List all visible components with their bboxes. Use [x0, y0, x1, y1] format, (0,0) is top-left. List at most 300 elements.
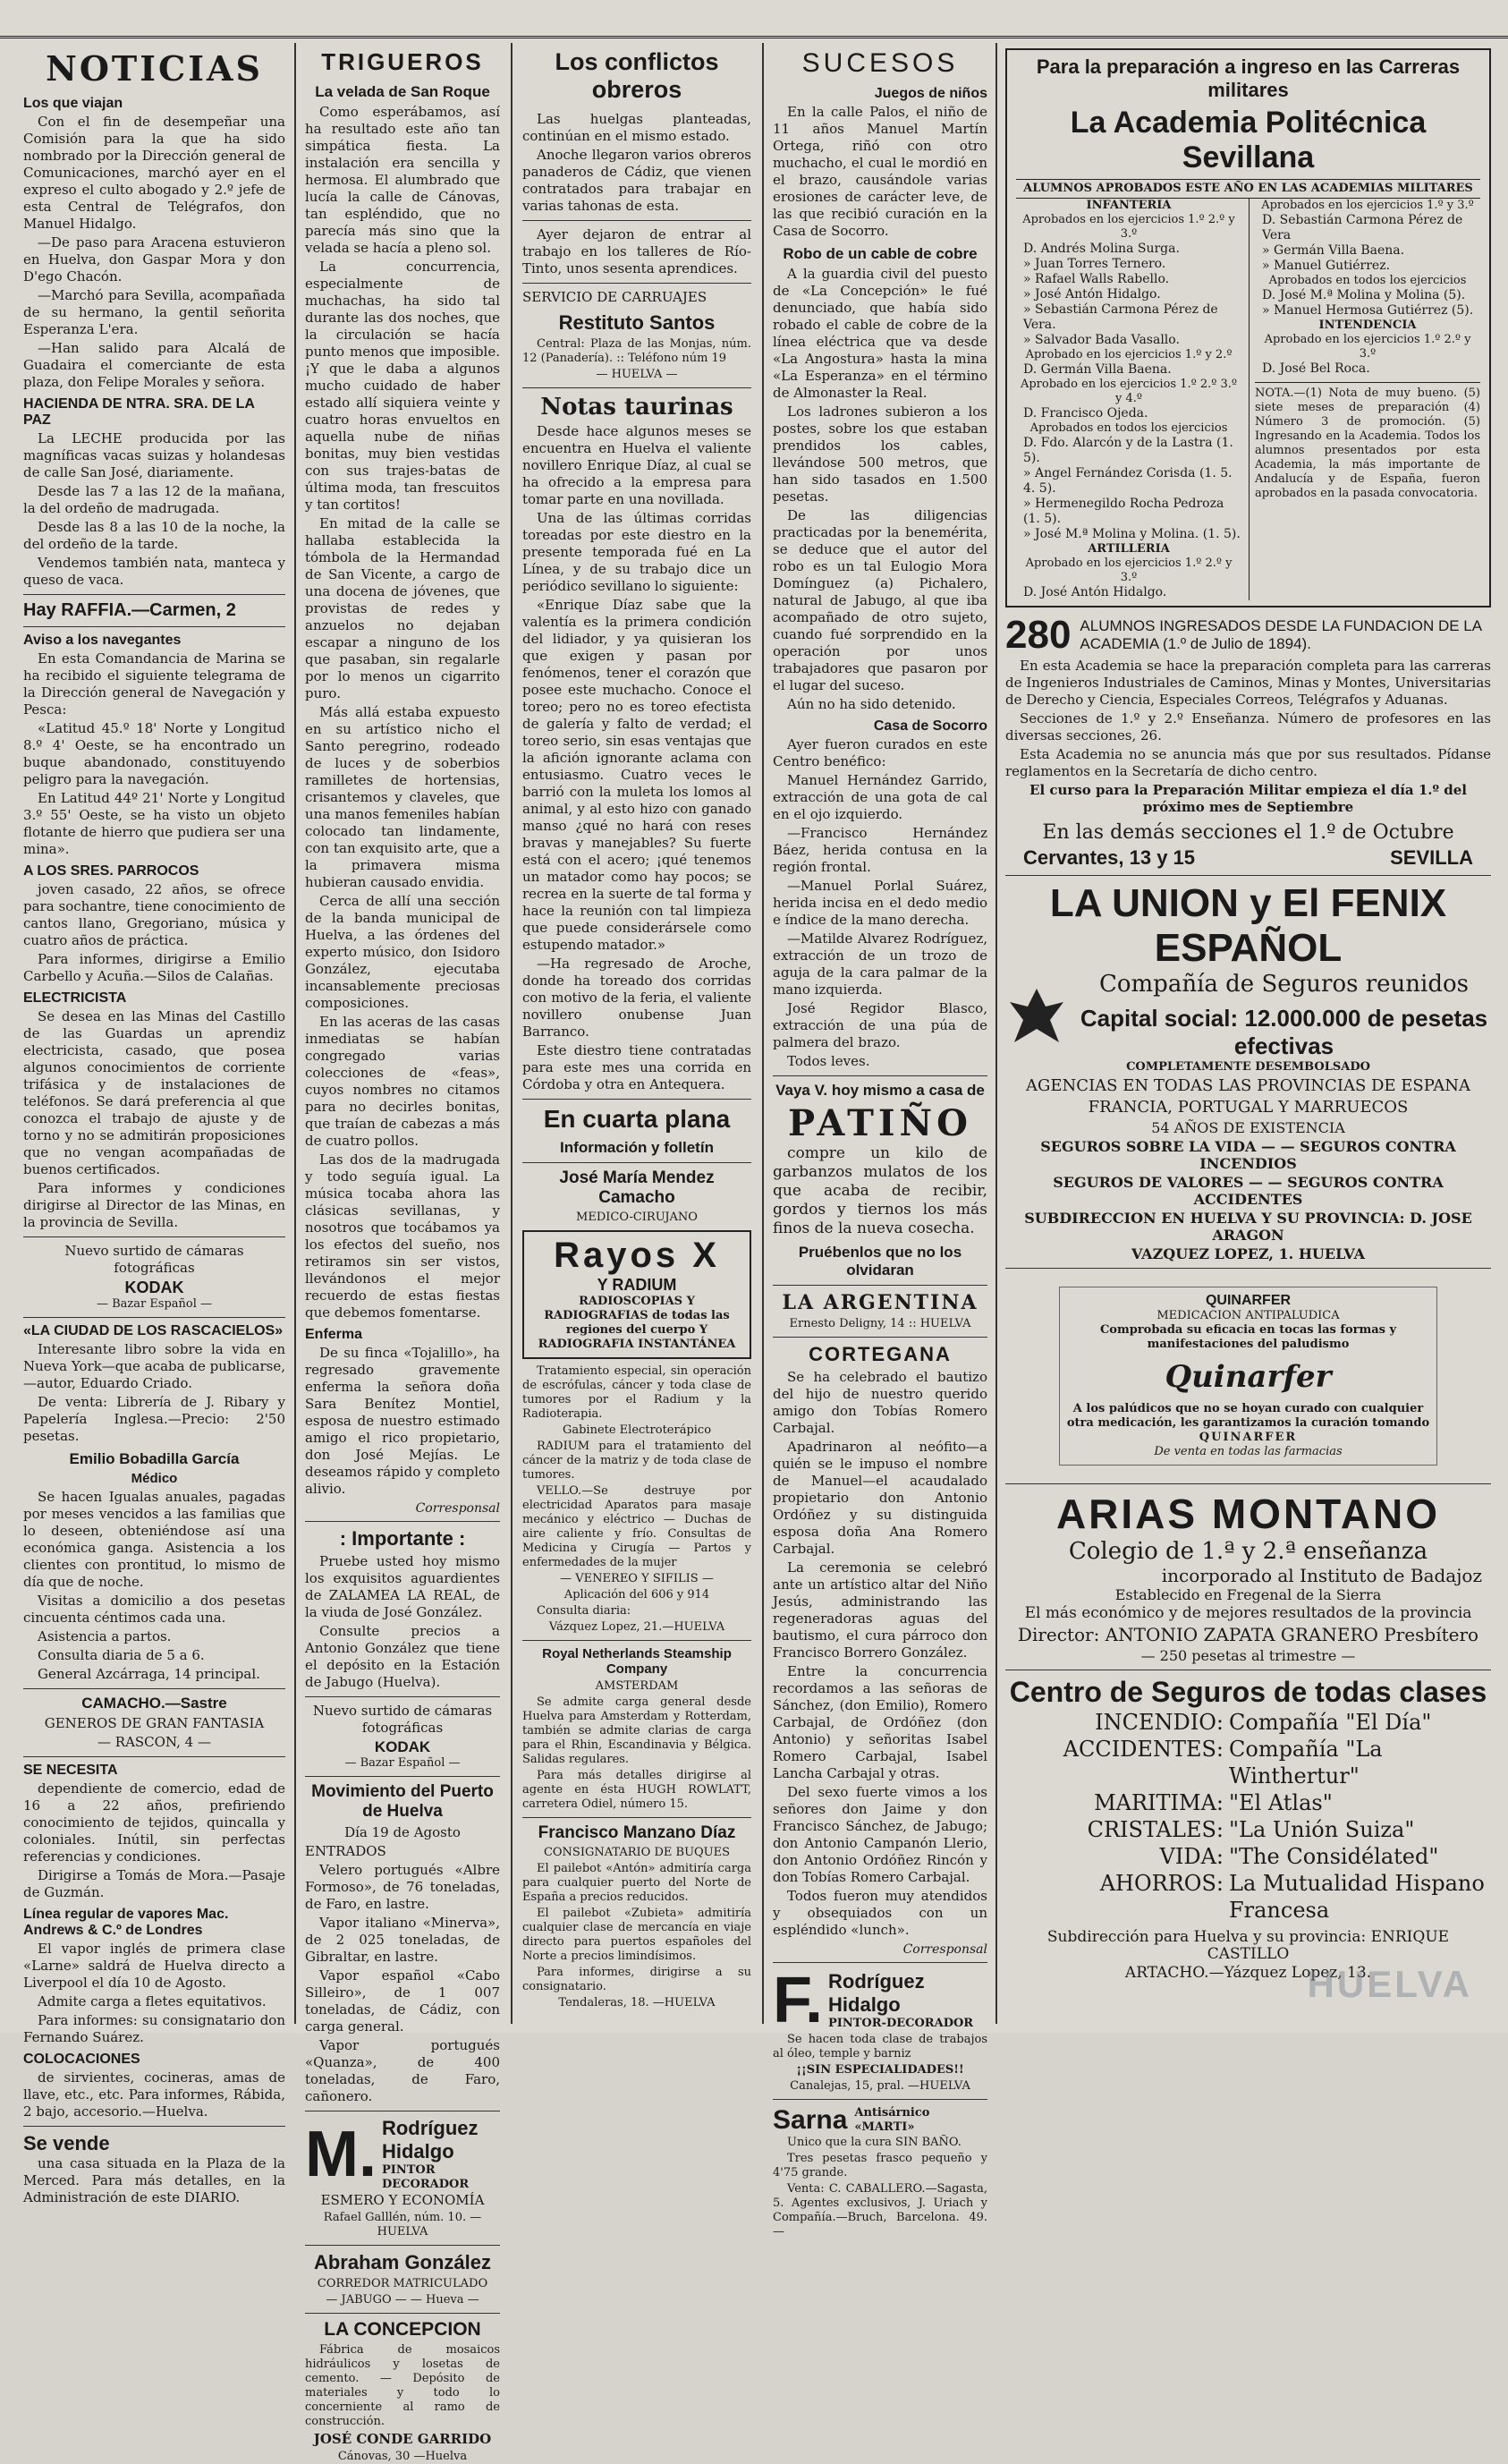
academia-count: [1005, 613, 1491, 658]
ad-name: Abraham González: [313, 2251, 492, 2273]
paragraph: El vapor inglés de primera clase «Larne» saldrá de Huelva directo a Liverpool el día 10 de Agosto.: [23, 1941, 285, 1991]
insurance-type: INCENDIO:: [1095, 1710, 1224, 1735]
paragraph: RADIUM para el tratamiento del cáncer de la matriz y de toda clase de tumores.: [522, 1440, 751, 1482]
paragraph: Dirigirse a Tomás de Mora.—Pasaje de Guzmán.: [23, 1867, 285, 1900]
list-item: » Manuel Hermosa Gutiérrez (5).: [1262, 303, 1474, 318]
top-rule: [0, 36, 1508, 38]
paragraph: En la calle Palos, el niño de 11 años Manuel Martín Ortega, riñó con otro muchacho, el cual le mordió en el brazo, causándole varias erosiones de carácter leve, de las que recibió curación en la Casa de Socorro.: [773, 104, 987, 239]
ad-name: Rodríguez Hidalgo: [828, 1970, 925, 2016]
ad-subtitle: ALUMNOS APROBADOS ESTE AÑO EN LAS ACADEMIAS MILITARES: [1016, 179, 1480, 199]
paragraph: Todos fueron muy atendidos y obsequiados con un espléndido «lunch».: [773, 1888, 987, 1938]
list-item: » Salvador Bada Vasallo.: [1023, 333, 1180, 347]
ad-name: LA UNION y El FENIX ESPAÑOL: [1049, 881, 1447, 970]
paragraph: Gabinete Electroterápico: [562, 1423, 712, 1437]
insurance-company: Compañía "El Día": [1229, 1710, 1432, 1735]
subheading: ENTRADOS: [305, 1843, 386, 1859]
paragraph: Anoche llegaron varios obreros panaderos de Cádiz, que vienen contratados para trabajar en varias tahonas de esta.: [522, 147, 751, 214]
ad-line: De venta en todas las farmacias: [1154, 1445, 1343, 1458]
ad-line: 54 AÑOS DE EXISTENCIA: [1151, 1119, 1345, 1136]
kodak-ad-brand: KODAK: [374, 1738, 431, 1755]
kodak-ad-store: — Bazar Español —: [96, 1297, 213, 1311]
paragraph: Se desea en las Minas del Castillo de las Guardas un aprendiz electricista, casado, que posea algunos conocimientos de corriente trifásica y de instalaciones de teléfonos. Se dará preferencia al que conozca el trabajo de ajuste y de torno y no se admitirán proposiciones que no vengan acompañadas de buenos certificados.: [23, 1008, 285, 1177]
paragraph: —Ha regresado de Aroche, donde ha toreado dos corridas con motivo de la feria, el valiente novillero onubense Juan Barranco.: [522, 956, 751, 1040]
count-text: ALUMNOS INGRESADOS DESDE LA FUNDACION DE LA ACADEMIA (1.º de Julio de 1894).: [1080, 617, 1482, 652]
paragraph: Visitas a domicilio a dos pesetas cincuenta céntimos cada una.: [23, 1593, 285, 1626]
heading: Médico: [131, 1471, 178, 1486]
heading: Notas taurinas: [540, 394, 733, 421]
paragraph: La concurrencia, especialmente de muchachas, ha sido tal durante las dos noches, que la circulación se hacía punto menos que imposible. ¡Y que le daba a algunos mucho cuidado de haber estado allí siquiera veinte y cuatro horas envueltos en aquella nube de niñas bonitas, muy bien vestidas con sus trajes-batas de última moda, tan frescuitos y tan cortitos!: [305, 259, 500, 513]
paragraph: A la guardia civil del puesto de «La Concepción» le fué denunciado, que había sido robado el cable de cobre de la línea eléctrica que va desde «La Angostura» hasta la mina «La Esperanza» en el término de Almonaster la Real.: [773, 266, 987, 401]
heading: ELECTRICISTA: [23, 990, 127, 1006]
rayos-x-ad: [522, 1230, 751, 1359]
ad-subtitle: Antisárnico «MARTI»: [854, 2106, 930, 2134]
divider: [23, 594, 285, 595]
ad-line: Director: ANTONIO ZAPATA GRANERO Presbítero: [1017, 1624, 1479, 1645]
ad-name: Francisco Manzano Díaz: [538, 1823, 736, 1842]
heading: Aviso a los navegantes: [23, 633, 182, 648]
paragraph: José Regidor Blasco, extracción de una púa de palmera del brazo.: [773, 1000, 987, 1050]
paragraph: Tres pesetas frasco pequeño y 4'75 grande.: [773, 2152, 987, 2179]
list-item: » José Antón Hidalgo.: [1023, 287, 1161, 302]
paragraph: Aplicación del 606 y 914: [563, 1588, 710, 1602]
results-footnote: NOTA.—(1) Nota de muy bueno. (5) siete meses de preparación (4) Número 3 de promoción. (5) Ingresando en la Academia. Todos los alumnos presentados por esta Academia, la más importante de Andalucía y de España, fueron aprobados en la pasada convocatoria.: [1255, 382, 1480, 501]
ad-address: Rafael Galllén, núm. 10. —HUELVA: [323, 2211, 482, 2239]
insurance-company: "El Atlas": [1229, 1790, 1333, 1815]
camacho-ad-line: GENEROS DE GRAN FANTASIA: [44, 1715, 265, 1731]
paragraph: ¡¡SIN ESPECIALIDADES!!: [796, 2063, 964, 2077]
paragraph: Consulta diaria de 5 a 6.: [38, 1647, 205, 1663]
paragraph: joven casado, 22 años, se ofrece para sochantre, tiene conocimiento de cantos llano, Gregoriano, música y cuatro años de práctica.: [23, 881, 285, 948]
paragraph: —Francisco Hernández Báez, herida contusa en la región frontal.: [773, 825, 987, 875]
divider: [773, 1075, 987, 1076]
branch-heading: INTENDENCIA: [1318, 319, 1417, 332]
ad-subtitle: Colegio de 1.ª y 2.ª enseñanza: [1068, 1538, 1428, 1565]
heading: HACIENDA DE NTRA. SRA. DE LA PAZ: [23, 396, 255, 428]
insurance-type: MARITIMA:: [1094, 1790, 1224, 1815]
section-title-noticias: NOTICIAS: [46, 48, 263, 89]
insurance-type: AHORROS:: [1099, 1871, 1224, 1896]
ad-line: Establecido en Fregenal de la Sierra: [1114, 1586, 1382, 1603]
paragraph: De las diligencias practicadas por la benemérita, se deduce que el autor del robo es un tal Eulogio Mora Domínguez (a) Pichalero, natural de Jabugo, al que iba acompañado de otro sujeto, cuando fué sorprendido en la operación por unos trabajadores que pasaron por el lugar del suceso.: [773, 507, 987, 693]
fenix-ad: [1005, 971, 1491, 1060]
heading: En cuarta plana: [543, 1105, 731, 1133]
branch-heading: ARTILLERIA: [1088, 542, 1170, 556]
results-note: Aprobados en todos los ejercicios: [1029, 421, 1228, 435]
insurance-company: La Mutualidad Hispano Francesa: [1229, 1871, 1485, 1923]
divider: [23, 1317, 285, 1318]
rodriguez-hidalgo-ad: [305, 2117, 500, 2192]
paragraph: Se hacen Igualas anuales, pagadas por meses vencidos a las familias que lo deseen, obteniéndose así una económica ganga. Asistencia a los clientes con prontitud, lo mismo de día que de noche.: [23, 1489, 285, 1590]
column-ads: [1000, 43, 1496, 2024]
ad-address: ARTACHO.—Yázquez Lopez, 13.: [1124, 1964, 1372, 1982]
paragraph: Aún no ha sido detenido.: [787, 696, 956, 712]
phoenix-emblem-icon: [1005, 980, 1068, 1051]
paragraph: Se hacen toda clase de trabajos al óleo, temple y barniz: [773, 2033, 987, 2060]
divider: [522, 220, 751, 221]
ad-line: Vaya V. hoy mismo a casa de: [775, 1082, 985, 1099]
paragraph: Se ha celebrado el bautizo del hijo de nuestro querido amigo don Tobías Romero Carbajal.: [773, 1369, 987, 1436]
paragraph: Este diestro tiene contratadas para este mes una corrida en Córdoba y otra en Antequera.: [522, 1042, 751, 1092]
paragraph: Se admite carga general desde Huelva para Amsterdam y Rotterdam, también se admite clarias de carga para el Rhin, Escandinavia y Bélgica. Salidas regulares.: [522, 1695, 751, 1766]
paragraph: —Marchó para Sevilla, acompañada de su hermano, la gentil señorita Esperanza L'era.: [23, 287, 285, 337]
paragraph: Consulta diaria:: [537, 1604, 631, 1618]
divider: [305, 2245, 500, 2246]
paragraph: «Enrique Díaz sabe que la valentía es la primera condición del lidiador, y ya quisieran los que exigen y pasan por fenómenos, tener el corazón que posee este muchacho. Conoce el toreo; pero no es toreo efectista de galería y falto de verdad; el toreo serio, sin esas ventajas que la afición ignorante aclama con entusiasmo. Cuatro veces le barrió con la muleta los lomos al animal, y al esto hizo con ganado manso ¿qué no hará con reses bravas y manejables? Su fuerte está con el acero; ¡qué tenemos un matador como hay pocos; se recrea en la suerte de tal forma y hace la reunión con tal limpieza que puede considerársele como estupendo matador.»: [522, 597, 751, 953]
byline: Corresponsal: [902, 1942, 987, 1957]
ad-address: Cánovas, 30 —Huelva: [337, 2450, 468, 2463]
ad-address: Ernesto Deligny, 14 :: HUELVA: [789, 1317, 971, 1330]
paragraph: Con el fin de desempeñar una Comisión para la que ha sido nombrado por la Dirección general de Comunicaciones, marchó ayer en el expreso el culto abogado y 2.º jefe de esta Central de Telégrafos, don Manuel Hidalgo.: [23, 114, 285, 232]
paragraph: Los ladrones subieron a los postes, sobre los que estaban prendidos los cables, llevándose 500 metros, que han sido tasados en 1.500 pesetas.: [773, 404, 987, 505]
heading: Línea regular de vapores Mac. Andrews & C.º de Londres: [23, 1907, 229, 1938]
divider: [23, 1236, 285, 1237]
paragraph: Desde hace algunos meses se encuentra en Huelva el valiente novillero Enrique Díaz, al cual se ha ofrecido a la empresa para tomar parte en una novillada.: [522, 423, 751, 507]
results-note: Aprobado en los ejercicios 1.º 2.º y 3.º: [1264, 333, 1471, 361]
list-item: D. Francisco Ojeda.: [1023, 406, 1148, 421]
paragraph: Cerca de allí una sección de la banda municipal de Huelva, a las órdenes del experto músico, don Isidoro González, ejecutaba incansablemente preciosas composiciones.: [305, 893, 500, 1011]
ad-address: — JABUGO — — Hueva —: [326, 2293, 479, 2307]
paragraph: Todos leves.: [787, 1053, 870, 1069]
divider: [305, 2313, 500, 2314]
paragraph: Para informes y condiciones dirigirse al Director de las Minas, en la provincia de Sevilla.: [23, 1180, 285, 1230]
ad-line: El más económico y de mejores resultados de la provincia: [1024, 1604, 1472, 1622]
paragraph: En mitad de la calle se hallaba establecida la tómbola de la Hermandad de San Vicente, a cargo de una docena de jóvenes, que provistas de redes y anzuelos no dejaban escapar a ninguno de los que pasaban, sin regalarle por lo menos un cigarrito puro.: [305, 515, 500, 701]
section-title-conflictos: Los conflictos obreros: [555, 48, 719, 103]
list-item: D. Sebastián Carmona Pérez de Vera: [1262, 213, 1463, 242]
ad-initial: M.: [305, 2119, 377, 2190]
date-line: Día 19 de Agosto: [344, 1824, 461, 1840]
ad-address: Tendaleras, 18. —HUELVA: [558, 1996, 716, 2009]
paragraph: El curso para la Preparación Militar empieza el día 1.º del próximo mes de Septiembre: [1029, 782, 1467, 815]
ad-line: COMPLETAMENTE DESEMBOLSADO: [1126, 1060, 1370, 1074]
ad-name: La Academia Politécnica Sevillana: [1070, 106, 1427, 174]
list-item: » Hermenegildo Rocha Pedroza (1. 5).: [1023, 497, 1224, 526]
paragraph: Ayer dejaron de entrar al trabajo en los talleres de Río-Tinto, unos sesenta aprendices.: [522, 226, 751, 276]
list-item: D. José Bel Roca.: [1262, 361, 1370, 376]
paragraph: Las dos de la madrugada y todo seguía igual. La música tocaba ahora las clásicas sevillanas, y nosotros que tocábamos ya los efectos del sueño, nos retiramos sin ser vistos, llevándonos el mejor recuerdo de estas fiestas que debemos fomentarse.: [305, 1151, 500, 1321]
ad-subtitle: AMSTERDAM: [595, 1679, 679, 1693]
divider: [1005, 1483, 1491, 1484]
paragraph: Desde las 7 a las 12 de la mañana, la del ordeño de madrugada.: [23, 483, 285, 516]
ad-line: SEGUROS DE VALORES — — SEGUROS CONTRA ACCIDENTES: [1053, 1174, 1444, 1208]
ad-name: QUINARFER: [1199, 1431, 1298, 1444]
heading: Juegos de niños: [874, 86, 987, 101]
raffia-ad: Hay RAFFIA.—Carmen, 2: [23, 600, 236, 620]
divider: [305, 1521, 500, 1522]
paragraph: — VENEREO Y SIFILIS —: [560, 1572, 714, 1585]
paragraph: Tratamiento especial, sin operación de escrófulas, cáncer y toda clase de tumores por el Radium y la Radioterapia.: [522, 1364, 751, 1421]
ad-name: Centro de Seguros de todas clases: [1009, 1676, 1487, 1708]
ad-name: Rodríguez Hidalgo: [381, 2117, 479, 2162]
paragraph: Unico que la cura SIN BAÑO.: [787, 2136, 962, 2149]
subheading: Información y folletín: [560, 1139, 714, 1156]
ad-line: — 250 pesetas al trimestre —: [1140, 1647, 1356, 1664]
paragraph: una casa situada en la Plaza de la Merced. Para más detalles, en la Administración de este DIARIO.: [23, 2155, 285, 2205]
column-conflictos: [517, 43, 757, 2024]
ad-line: FRANCIA, PORTUGAL Y MARRUECOS: [1088, 1098, 1409, 1117]
paragraph: Ayer fueron curados en este Centro benéfico:: [773, 736, 987, 769]
results-note: Aprobados en los ejercicios 1.º 2.º y 3.º: [1022, 213, 1235, 241]
section-title-sucesos: SUCESOS: [801, 48, 959, 78]
divider: [1005, 875, 1491, 876]
insurance-company: "La Unión Suiza": [1229, 1817, 1415, 1842]
column-trigueros: [300, 43, 505, 2463]
camacho-ad-address: — RASCON, 4 —: [97, 1734, 211, 1750]
divider: [773, 1285, 987, 1286]
paragraph: La ceremonia se celebró ante un artístico altar del Niño Jesús, administrando las regeneradoras aguas del bautismo, el cura párroco don Francisco Borrero González.: [773, 1559, 987, 1661]
list-item: D. Germán Villa Baena.: [1023, 362, 1172, 377]
ad-name: QUINARFER: [1205, 1293, 1292, 1308]
ad-title-2: Y RADIUM: [597, 1276, 677, 1294]
ad-address: VAZQUEZ LOPEZ, 1. HUELVA: [1131, 1245, 1366, 1262]
list-item: » Juan Torres Ternero.: [1023, 257, 1166, 271]
list-item: » Rafael Walls Rabello.: [1023, 272, 1170, 286]
list-item: » Angel Fernández Corisda (1. 5. 4. 5).: [1023, 466, 1233, 496]
results-table: [1016, 199, 1480, 600]
kodak-ad-line: Nuevo surtido de cámaras fotográficas: [312, 1703, 493, 1736]
paragraph: En esta Academia se hace la preparación completa para las carreras de Ingenieros Industriales de Caminos, Minas y Montes, Universitarias de Derecho y Ciencia, Especiales Correos, Telégrafos y Aduanas.: [1005, 658, 1491, 708]
kodak-ad-brand: KODAK: [124, 1279, 184, 1296]
ad-name: Restituto Santos: [558, 311, 716, 334]
paragraph: —Manuel Porlal Suárez, herida incisa en el dedo medio e índice de la mano derecha.: [773, 878, 987, 928]
paragraph: dependiente de comercio, edad de 16 a 22 años, prefiriendo conocimiento de tejidos, quincalla y coloniales. Inútil, sin perfectas referencias y condiciones.: [23, 1780, 285, 1865]
divider: [522, 1817, 751, 1818]
ad-name: Quinarfer: [1165, 1359, 1332, 1395]
paragraph: Entre la concurrencia recordamos a las señoras de Sánchez, (don Emilio), Romero Carbajal, de Ordóñez (don Antonio) y señoritas Isabel Romero Carbajal, Isabel Lancha Carbajal y otras.: [773, 1663, 987, 1781]
archive-watermark: HUELVA: [1307, 1963, 1472, 2005]
divider: [773, 2099, 987, 2100]
ad-city: SEVILLA: [1390, 846, 1473, 869]
ad-line: AGENCIAS EN TODAS LAS PROVINCIAS DE ESPANA: [1026, 1076, 1470, 1095]
paragraph: Venta: C. CABALLERO.—Sagasta, 5. Agentes exclusivos, J. Uriach y Compañía.—Bruch, Barcelona. 49.—: [773, 2182, 987, 2239]
insurance-list: [1005, 1709, 1491, 1924]
divider: [23, 1688, 285, 1689]
paragraph: Vendemos también nata, manteca y queso de vaca.: [23, 555, 285, 588]
paragraph: VELLO.—Se destruye por electricidad Aparatos para masaje mecánico y eléctrico — Duchas de aire caliente y frío. Consultas de Medicina y Cirugía — Partos y enfermedades de la mujer: [522, 1484, 751, 1569]
paragraph: —Han salido para Alcalá de Guadaira el comerciante de esta plaza, don Felipe Morales y señora.: [23, 340, 285, 390]
paragraph: En las demás secciones el 1.º de Octubre: [1042, 821, 1454, 844]
kodak-ad-line: Nuevo surtido de cámaras fotográficas: [64, 1243, 244, 1276]
heading: Emilio Bobadilla García: [69, 1450, 240, 1467]
list-item: D. José M.ª Molina y Molina (5).: [1262, 288, 1466, 302]
section-title-trigueros: TRIGUEROS: [321, 48, 484, 75]
paragraph: Manuel Hernández Garrido, extracción de una gota de cal en el ojo izquierdo.: [773, 772, 987, 822]
sarna-ad: [773, 2105, 987, 2136]
heading: Se vende: [23, 2132, 110, 2154]
heading: La velada de San Roque: [315, 83, 490, 100]
divider: [23, 2126, 285, 2127]
paragraph: Vapor portugués «Quanza», de 400 toneladas, de Faro, cañonero.: [305, 2037, 500, 2104]
list-item: » Sebastián Carmona Pérez de Vera.: [1023, 302, 1218, 332]
paragraph: Desde las 8 a las 10 de la noche, la del ordeño de la tarde.: [23, 519, 285, 552]
divider: [522, 387, 751, 388]
divider: [522, 283, 751, 284]
ad-line: Para la preparación a ingreso en las Carreras militares: [1036, 55, 1461, 101]
heading: CORTEGANA: [809, 1343, 952, 1365]
ad-subtitle: PINTOR-DECORADOR: [828, 2017, 974, 2030]
insurance-company: "The Considélated": [1229, 1844, 1439, 1869]
paragraph: El pailebot «Antón» admitiría carga para cualquier puerto del Norte de España a precios reducidos.: [522, 1862, 751, 1904]
ad-name: ARIAS MONTANO: [1055, 1491, 1441, 1537]
list-item: D. Andrés Molina Surga.: [1023, 242, 1180, 256]
divider: [1005, 1268, 1491, 1269]
f-rodriguez-hidalgo-ad: [773, 1965, 987, 2036]
paragraph: En las aceras de las casas inmediatas se habían congregado varias colecciones de «feas», cuyos nombres no citamos para no decirles bonitas, que traían de cabezas a más de cuatro pollos.: [305, 1014, 500, 1149]
ad-line: Pruébenlos que no los olvidaran: [798, 1244, 962, 1279]
insurance-type: ACCIDENTES:: [1063, 1737, 1224, 1762]
ad-subtitle: MEDICACION ANTIPALUDICA: [1156, 1309, 1340, 1322]
paragraph: Para más detalles dirigirse al agente en ésta HUGH ROWLATT, carretera Odiel, número 15.: [522, 1769, 751, 1811]
heading: A LOS SRES. PARROCOS: [23, 863, 199, 879]
results-note: Aprobado en los ejercicios 1.º 2.º y 3.º: [1025, 557, 1233, 584]
ad-subtitle: RADIOSCOPIAS Y RADIOGRAFIAS de todas las regiones del cuerpo Y RADIOGRAFIA INSTANTÁNEA: [538, 1295, 736, 1351]
list-item: » José M.ª Molina y Molina. (1. 5).: [1023, 527, 1241, 541]
ad-line: SERVICIO DE CARRUAJES: [522, 289, 707, 305]
paragraph: De su finca «Tojalillo», ha regresado gravemente enferma la señora doña Sara Benítez Montiel, esposa de nuestro estimado amigo el rico propietario, don José Mejías. Le deseamos rápido y completo alivio.: [305, 1345, 500, 1497]
ad-name: PATIÑO: [788, 1102, 972, 1144]
list-item: » Manuel Gutiérrez.: [1262, 259, 1391, 273]
divider: [305, 1776, 500, 1777]
heading: Casa de Socorro: [873, 718, 987, 734]
divider: [522, 1099, 751, 1100]
paragraph: Esta Academia no se anuncia más que por sus resultados. Pídanse reglamentos en la Secretaría de dicho centro.: [1005, 746, 1491, 779]
paragraph: El pailebot «Zubieta» admitiría cualquier clase de mercancía en viaje directo para puertos españoles del Norte a precios limindísimos.: [522, 1907, 751, 1963]
paragraph: Pruebe usted hoy mismo los exquisitos aguardientes de ZALAMEA LA REAL, de la viuda de José González.: [305, 1553, 500, 1620]
paragraph: Interesante libro sobre la vida en Nueva York—que acaba de publicarse,—autor, Eduardo Criado.: [23, 1341, 285, 1391]
ad-initial: F.: [773, 1965, 824, 2036]
divider: [773, 1962, 987, 1963]
ad-subtitle: MEDICO-CIRUJANO: [576, 1211, 698, 1224]
results-note: Aprobados en todos los ejercicios: [1268, 274, 1467, 287]
ad-line: Subdirección para Huelva y su provincia: ENRIQUE CASTILLO: [1046, 1928, 1450, 1963]
paragraph: De venta: Librería de J. Ribary y Papelería Inglesa.—Precio: 2'50 pesetas.: [23, 1394, 285, 1444]
heading: : Importante :: [339, 1527, 466, 1550]
results-note: Aprobado en los ejercicios 1.º 2.º 3.º y 4.º: [1020, 378, 1238, 405]
paragraph: General Azcárraga, 14 principal.: [38, 1666, 260, 1682]
results-right: [1249, 199, 1480, 600]
ad-line: SEGUROS SOBRE LA VIDA — — SEGUROS CONTRA INCENDIOS: [1040, 1138, 1456, 1172]
paragraph: Para informes, dirigirse a Emilio Carbello y Acuña.—Silos de Calañas.: [23, 951, 285, 984]
camacho-ad-title: CAMACHO.—Sastre: [81, 1695, 227, 1712]
paragraph: —Matilde Alvarez Rodríguez, extracción de un trozo de aguja de la cara palmar de la mano izquierda.: [773, 930, 987, 998]
academia-address: [1005, 846, 1491, 870]
divider: [305, 1696, 500, 1697]
academia-ad: [1005, 48, 1491, 608]
byline: Corresponsal: [415, 1501, 500, 1516]
paragraph: En Latitud 44º 21' Norte y Longitud 3.º 55' Oeste, se ha visto un objeto flotante de hierro que pudiera ser una mina».: [23, 790, 285, 857]
list-item: D. Fdo. Alarcón y de la Lastra (1. 5).: [1023, 436, 1233, 465]
ad-line: SUBDIRECCION EN HUELVA Y SU PROVINCIA: D. JOSE ARAGON: [1024, 1210, 1472, 1244]
column-divider: [511, 43, 513, 2024]
ad-subtitle: PINTOR DECORADOR: [381, 2163, 470, 2191]
heading: SE NECESITA: [23, 1763, 118, 1778]
heading: Los que viajan: [23, 96, 123, 111]
paragraph: Asistencia a partos.: [38, 1628, 172, 1644]
ad-address: Central: Plaza de las Monjas, núm. 12 (Panadería). :: Teléfono núm 19: [522, 337, 751, 365]
column-noticias: [18, 43, 291, 2205]
ad-name: JOSÉ CONDE GARRIDO: [313, 2431, 492, 2447]
kodak-ad-store: — Bazar Español —: [344, 1756, 461, 1770]
paragraph: Admite carga a fletes equitativos.: [38, 1993, 267, 2009]
insurance-type: VIDA:: [1159, 1844, 1224, 1869]
paragraph: Secciones de 1.º y 2.º Enseñanza. Número de profesores en las diversas secciones, 26.: [1005, 710, 1491, 743]
heading: COLOCACIONES: [23, 2052, 140, 2067]
ad-city: — HUELVA —: [596, 368, 678, 381]
branch-heading: INFANTERIA: [1086, 199, 1172, 212]
insurance-company: Compañía "La Winthertur": [1229, 1737, 1383, 1789]
column-sucesos: [767, 43, 993, 2239]
ad-line: A los palúdicos que no se hoyan curado con cualquier otra medicación, les garantizamos la curación tomando: [1066, 1402, 1430, 1430]
paragraph: —De paso para Aracena estuvieron en Huelva, don Gaspar Mora y don D'ego Chacón.: [23, 234, 285, 285]
paragraph: compre un kilo de garbanzos mulatos de los que acaba de recibir, gordos y tiernos los más finos de la nueva cosecha.: [773, 1144, 987, 1237]
paragraph: Vapor español «Cabo Silleiro», de 1 007 toneladas, de Cádiz, con carga general.: [305, 1967, 500, 2035]
ad-line: Capital social: 12.000.000 de pesetas efectivas: [1080, 1005, 1488, 1059]
paragraph: La LECHE producida por las magníficas vacas suizas y holandesas de calle San José, diariamente.: [23, 430, 285, 480]
paragraph: Vapor italiano «Minerva», de 2 025 toneladas, de Gibraltar, en lastre.: [305, 1915, 500, 1965]
divider: [522, 1162, 751, 1163]
paragraph: Apadrinaron al neófito—a quién se le impuso el nombre de Manuel—el acaudalado propietario don Antonio Ordóñez y su distinguida esposa doña Ana Romero Carbajal.: [773, 1439, 987, 1557]
heading: Robo de un cable de cobre: [783, 245, 978, 262]
list-item: D. José Antón Hidalgo.: [1023, 585, 1167, 599]
divider: [773, 1337, 987, 1338]
quinarfer-ad: [1059, 1287, 1437, 1466]
ad-subtitle: CORREDOR MATRICULADO: [317, 2277, 488, 2290]
paragraph: Del sexo fuerte vimos a los señores don Jaime y don Francisco Sánchez, de Jabugo; don Antonio Campanón Llerio, don Antonio Ordóñez Rincón y don Tobías Romero Carbajal.: [773, 1784, 987, 1885]
paragraph: Consulte precios a Antonio González que tiene el depósito en la Estación de Jabugo (Huelva).: [305, 1623, 500, 1690]
divider: [522, 1640, 751, 1641]
paragraph: Para informes, dirigirse a su consignatario.: [522, 1966, 751, 1993]
count-number: 280: [1005, 613, 1072, 657]
paragraph: «Latitud 45.º 18' Norte y Longitud 8.º 4' Oeste, se ha encontrado un buque abandonado, constituyendo peligro para la navegación.: [23, 720, 285, 787]
column-divider: [294, 43, 296, 2024]
ad-address: Canalejas, 15, pral. —HUELVA: [790, 2079, 970, 2093]
ad-address: Vázquez Lopez, 21.—HUELVA: [548, 1620, 725, 1634]
paragraph: de sirvientes, cocineras, amas de llave, etc., etc. Para informes, Rábida, 2 bajo, accesorio.—Huelva.: [23, 2069, 285, 2120]
paragraph: Velero portugués «Albre Formoso», de 76 toneladas, de Faro, en lastre.: [305, 1862, 500, 1912]
results-note: Aprobados en los ejercicios 1.º y 3.º: [1261, 199, 1474, 212]
insurance-type: CRISTALES:: [1087, 1817, 1224, 1842]
ad-line: Comprobada su eficacia en tocas las formas y manifestaciones del paludismo: [1099, 1323, 1397, 1351]
list-item: » Germán Villa Baena.: [1262, 243, 1405, 258]
results-note: Aprobado en los ejercicios 1.º y 2.º: [1025, 348, 1233, 361]
ad-name: LA ARGENTINA: [782, 1291, 979, 1314]
heading: «LA CIUDAD DE LOS RASCACIELOS»: [23, 1323, 284, 1338]
ad-title: Rayos X: [554, 1236, 720, 1275]
ad-line: incorporado al Instituto de Badajoz: [1161, 1565, 1482, 1586]
paragraph: Más allá estaba expuesto en su artístico nicho el Santo peregrino, rodeado de luces y de soberbios ramilletes de hortensias, crisantemos y claveles, que una manos femeniles habían colocado tan lindamente, con tan exquisito arte, que a la primavera misma hubieran causado envidia.: [305, 704, 500, 890]
heading: Movimiento del Puerto de Huelva: [311, 1782, 494, 1821]
ad-name: José María Mendez Camacho: [559, 1168, 715, 1207]
ad-subtitle: CONSIGNATARIO DE BUQUES: [543, 1846, 731, 1859]
results-left: [1016, 199, 1241, 600]
paragraph: Fábrica de mosaicos hidráulicos y losetas de cemento. — Depósito de materiales y todo lo concerniente al ramo de construcción.: [305, 2343, 500, 2428]
ad-line: ESMERO Y ECONOMÍA: [320, 2192, 485, 2208]
ad-name: Royal Netherlands Steamship Company: [542, 1646, 732, 1677]
divider: [23, 626, 285, 627]
paragraph: Como esperábamos, así ha resultado este año tan simpática fiesta. La instalación era sencilla y hermosa. El alumbrado que lucía la calle de Cánovas, tan espléndido, que no parecía más sino que la velada se hacía a pleno sol.: [305, 104, 500, 256]
paragraph: Para informes: su consignatario don Fernando Suárez.: [23, 2012, 285, 2045]
heading: Enferma: [305, 1327, 363, 1342]
column-divider: [995, 43, 997, 2024]
ad-subtitle: Compañía de Seguros reunidos: [1098, 971, 1469, 998]
paragraph: Una de las últimas corridas toreadas por este diestro en la presente temporada fué en La Línea, y de su trabajo dice un periódico sevillano lo siguiente:: [522, 510, 751, 594]
paragraph: En esta Comandancia de Marina se ha recibido el siguiente telegrama de la Dirección general de Navegación y Pesca:: [23, 650, 285, 718]
divider: [23, 1756, 285, 1757]
ad-name: Sarna: [773, 2105, 848, 2135]
ad-name: LA CONCEPCION: [324, 2319, 481, 2340]
paragraph: Las huelgas planteadas, continúan en el mismo estado.: [522, 111, 751, 144]
ad-address: Cervantes, 13 y 15: [1023, 846, 1196, 869]
